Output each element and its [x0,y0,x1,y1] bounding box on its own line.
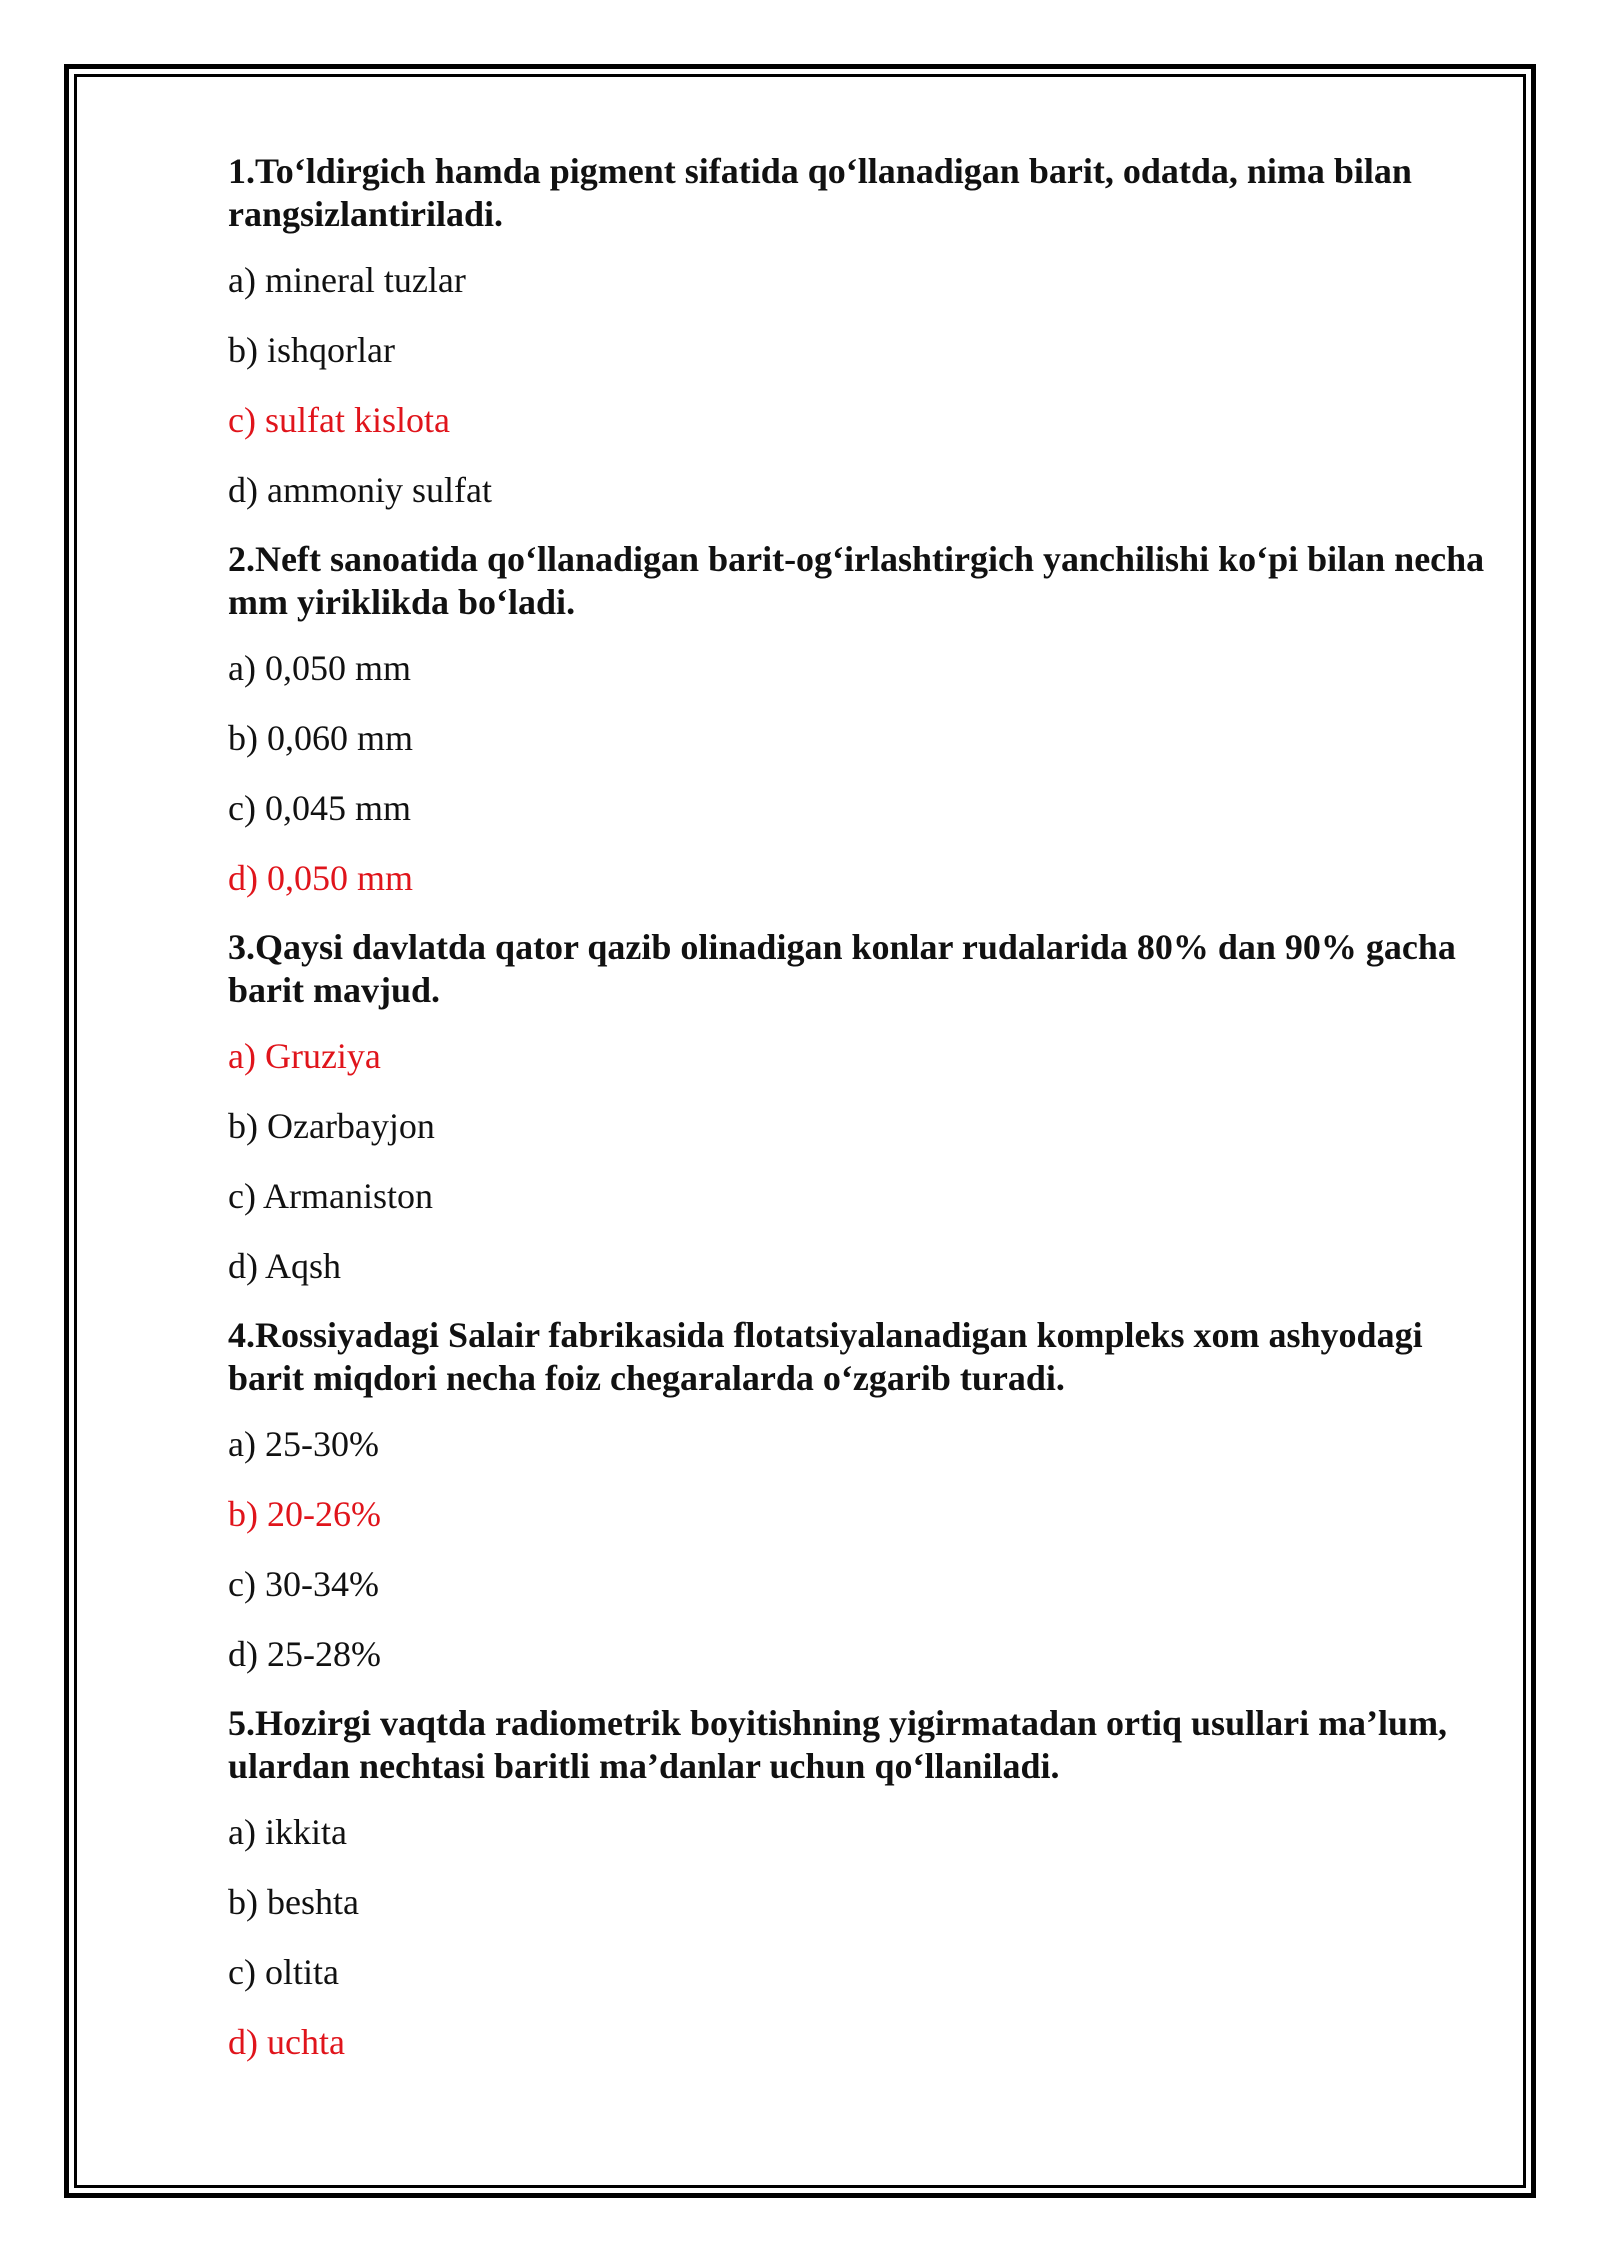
answer-option-correct: c) sulfat kislota [228,400,450,440]
question-block-5 [228,1702,1488,2064]
question-text: 1.To‘ldirgich hamda pigment sifatida qo‘llanadigan barit, odatda, nima bilan rangsizlantiriladi. [228,151,1412,234]
answer-option-correct: b) 20-26% [228,1494,381,1534]
answer-option: a) 0,050 mm [228,648,411,688]
question-block-4 [228,1314,1488,1676]
question-block-3 [228,926,1488,1288]
answer-option: b) 0,060 mm [228,718,413,758]
answer-option: c) oltita [228,1952,339,1992]
question-text: 4.Rossiyadagi Salair fabrikasida flotatsiyalanadigan kompleks xom ashyodagi barit miqdori necha foiz chegaralarda o‘zgarib turadi. [228,1315,1423,1398]
answer-option: a) ikkita [228,1812,347,1852]
answer-option-correct: d) uchta [228,2022,345,2062]
answer-option: a) 25-30% [228,1424,379,1464]
answer-option: a) mineral tuzlar [228,260,466,300]
answer-option: c) 0,045 mm [228,788,411,828]
answer-option: d) 25-28% [228,1634,381,1674]
quiz-content [228,150,1488,2090]
answer-option-correct: d) 0,050 mm [228,858,413,898]
answer-option: d) Aqsh [228,1246,342,1286]
question-block-1 [228,150,1488,512]
answer-option-correct: a) Gruziya [228,1036,381,1076]
answer-option: b) Ozarbayjon [228,1106,435,1146]
answer-option: b) beshta [228,1882,359,1922]
question-text: 5.Hozirgi vaqtda radiometrik boyitishning yigirmatadan ortiq usullari ma’lum, ulardan nechtasi baritli ma’danlar uchun qo‘llaniladi. [228,1703,1448,1786]
answer-option: d) ammoniy sulfat [228,470,492,510]
question-text: 3.Qaysi davlatda qator qazib olinadigan konlar rudalarida 80% dan 90% gacha barit mavjud. [228,927,1456,1010]
answer-option: c) Armaniston [228,1176,433,1216]
answer-option: b) ishqorlar [228,330,395,370]
question-text: 2.Neft sanoatida qo‘llanadigan barit-og‘irlashtirgich yanchilishi ko‘pi bilan necha mm yiriklikda bo‘ladi. [228,539,1485,622]
answer-option: c) 30-34% [228,1564,379,1604]
question-block-2 [228,538,1488,900]
